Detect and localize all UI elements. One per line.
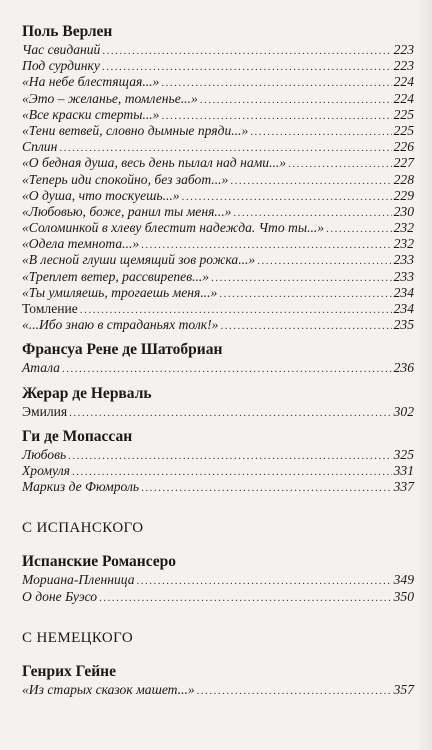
toc-entry: [22, 204, 414, 220]
entry-page: 233: [393, 252, 414, 268]
dot-leader: [161, 108, 391, 124]
dot-leader: [230, 173, 391, 189]
entry-title: Час свиданий: [22, 42, 101, 57]
toc-entry: [22, 172, 414, 188]
entry-title: Сплин: [22, 139, 58, 155]
toc-section-verlaine: [22, 22, 414, 333]
toc-entry: [22, 682, 414, 698]
language-heading-german: С НЕМЕЦКОГО: [22, 629, 134, 646]
toc-section-nerval: [22, 384, 414, 420]
dot-leader: [137, 573, 392, 589]
entry-page: 337: [393, 479, 414, 495]
toc-entry: [22, 220, 414, 236]
entry-title: «Любовью, боже, ранил ты меня...»: [22, 203, 232, 219]
entry-title: «Треплет ветер, рассвирепев...»: [22, 268, 210, 284]
entry-title: «Соломинкой в хлеву блестит надежда. Что ты...»: [22, 220, 325, 236]
entry-page: 225: [393, 106, 414, 122]
entry-title: Мориана-Пленница: [22, 572, 135, 588]
toc-entry: [22, 236, 414, 252]
entry-title: «Все краски стерты...»: [22, 106, 160, 122]
entry-page: 230: [393, 203, 414, 219]
dot-leader: [69, 405, 391, 421]
toc-entry: [22, 107, 414, 123]
entry-page: 228: [393, 171, 414, 187]
entry-page: 229: [393, 187, 414, 203]
toc-entry: [22, 155, 414, 171]
entry-page: 236: [393, 360, 414, 376]
entry-title: Атала: [22, 360, 60, 376]
author-heading: Генрих Гейне: [22, 662, 116, 680]
entry-title: «Ты умиляешь, трогаешь меня...»: [22, 284, 218, 300]
toc-entry: [22, 360, 414, 376]
toc-entry: [22, 479, 414, 495]
dot-leader: [250, 124, 391, 140]
dot-leader: [233, 205, 391, 221]
entry-page: 235: [393, 317, 414, 333]
entry-title: Хромуля: [22, 462, 70, 478]
entry-page: 232: [393, 220, 414, 236]
toc-section-romancero: [22, 552, 414, 604]
entry-page: 234: [393, 284, 414, 300]
entry-page: 226: [393, 139, 414, 155]
toc-entry: [22, 188, 414, 204]
toc-section-heine: [22, 662, 414, 698]
toc-entry: [22, 404, 414, 420]
dot-leader: [182, 189, 392, 205]
dot-leader: [161, 75, 391, 91]
entry-title: Маркиз де Фюмроль: [22, 479, 140, 495]
toc-entry: [22, 317, 414, 333]
dot-leader: [288, 156, 392, 172]
entry-title: «Одела темнота...»: [22, 236, 140, 252]
toc-entry: [22, 447, 414, 463]
table-of-contents: [22, 22, 414, 705]
entry-page: 223: [393, 58, 414, 74]
entry-title: «В лесной глуши щемящий зов рожка...»: [22, 252, 256, 268]
entry-page: 232: [393, 236, 414, 252]
dot-leader: [200, 92, 392, 108]
entry-title: «...Ибо знаю в страданьях толк!»: [22, 317, 219, 333]
toc-entry: [22, 139, 414, 155]
entry-title: Под сурдинку: [22, 58, 100, 74]
toc-entry: [22, 58, 414, 74]
dot-leader: [219, 286, 391, 302]
author-heading: Поль Верлен: [22, 23, 113, 40]
toc-section-chateaubriand: [22, 340, 414, 376]
entry-title: «О бедная душа, весь день пылал над нами...»: [22, 155, 287, 171]
dot-leader: [197, 683, 392, 699]
entry-page: 223: [393, 42, 414, 57]
toc-entry: [22, 285, 414, 301]
dot-leader: [141, 480, 392, 496]
dot-leader: [68, 448, 391, 464]
entry-page: 227: [393, 155, 414, 171]
dot-leader: [326, 221, 392, 237]
entry-page: 350: [393, 588, 414, 604]
entry-page: 357: [393, 681, 414, 697]
entry-page: 302: [393, 403, 414, 419]
author-heading: Ги де Мопассан: [22, 427, 133, 445]
dot-leader: [99, 590, 392, 606]
entry-title: «О душа, что тоскуешь...»: [22, 187, 180, 203]
entry-title: Любовь: [22, 446, 67, 462]
toc-entry: [22, 42, 414, 58]
entry-title: О доне Буэсо: [22, 588, 98, 604]
dot-leader: [59, 140, 391, 156]
dot-leader: [80, 302, 392, 318]
dot-leader: [72, 464, 392, 480]
toc-entry: [22, 269, 414, 285]
entry-page: 224: [393, 74, 414, 90]
entry-page: 225: [393, 122, 414, 138]
entry-title: «Это – желанье, томленье...»: [22, 90, 198, 106]
author-heading: Франсуа Рене де Шатобриан: [22, 341, 223, 359]
dot-leader: [62, 361, 392, 377]
toc-entry: [22, 252, 414, 268]
author-heading: Испанские Романсеро: [22, 553, 177, 571]
entry-page: 234: [393, 301, 414, 316]
dot-leader: [102, 43, 391, 59]
dot-leader: [102, 59, 392, 75]
entry-page: 331: [393, 462, 414, 478]
toc-entry: [22, 463, 414, 479]
toc-entry: [22, 589, 414, 605]
page-edge-shadow: [416, 0, 432, 750]
language-heading-spanish: С ИСПАНСКОГО: [22, 520, 144, 537]
author-heading: Жерар де Нерваль: [22, 384, 152, 402]
dot-leader: [141, 237, 391, 253]
toc-entry: [22, 123, 414, 139]
toc-entry: [22, 74, 414, 90]
entry-page: 224: [393, 90, 414, 106]
dot-leader: [220, 318, 391, 334]
entry-title: «Тени ветвей, словно дымные пряди...»: [22, 122, 249, 138]
entry-page: 233: [393, 268, 414, 284]
toc-entry: [22, 301, 414, 317]
entry-title: Эмилия: [22, 403, 68, 419]
dot-leader: [257, 253, 391, 269]
entry-title: «Теперь иди спокойно, без забот...»: [22, 171, 229, 187]
dot-leader: [211, 270, 392, 286]
entry-title: «На небе блестящая...»: [22, 74, 160, 90]
toc-entry: [22, 572, 414, 588]
entry-title: «Из старых сказок машет...»: [22, 681, 195, 697]
entry-title: Томление: [22, 301, 78, 316]
entry-page: 325: [393, 446, 414, 462]
toc-entry: [22, 91, 414, 107]
entry-page: 349: [393, 572, 414, 588]
toc-section-maupassant: [22, 427, 414, 496]
